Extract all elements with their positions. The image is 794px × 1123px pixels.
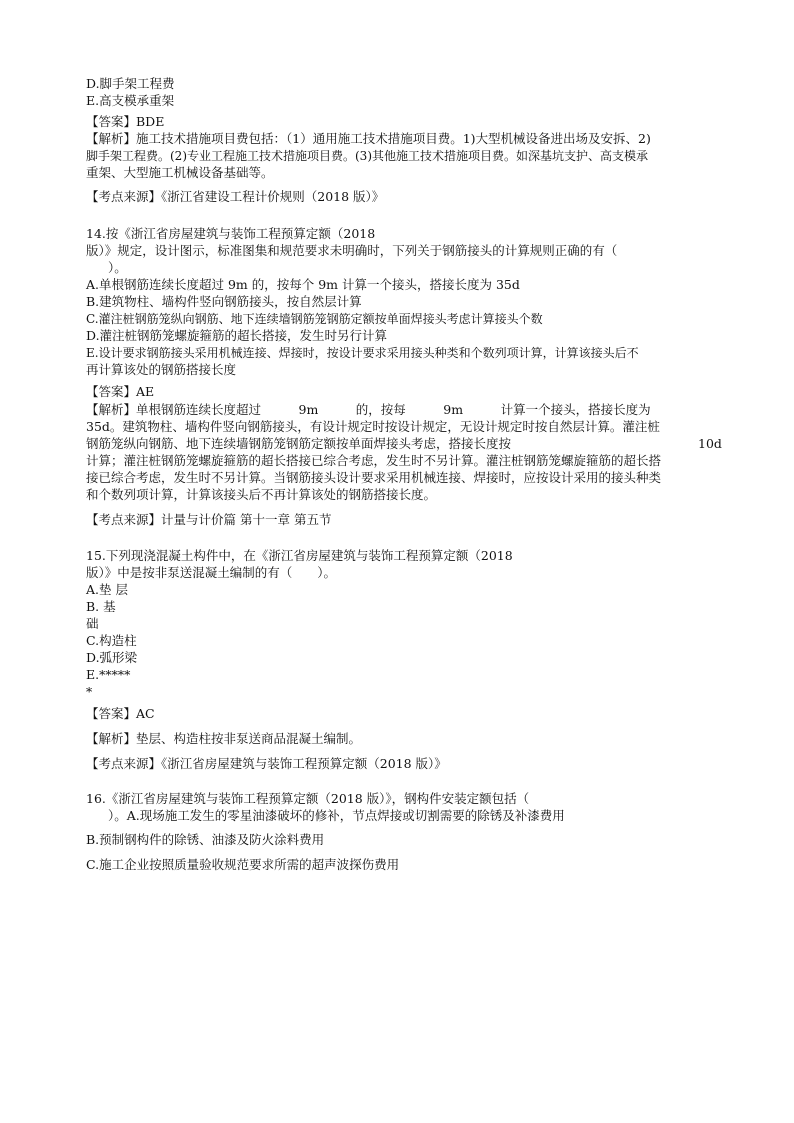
- q15-option-c: C.构造柱: [86, 633, 137, 648]
- q16-stem-line-1: 16.《浙江省房屋建筑与装饰工程预算定额（2018 版）》，钢构件安装定额包括（: [86, 791, 530, 806]
- q14-stem-line-3: ）。: [108, 260, 127, 275]
- q15-stem-line-2: 版）》中是按非泵送混凝土编制的有（ ）。: [86, 565, 337, 580]
- q15-option-d: D.弧形梁: [86, 650, 138, 665]
- q14-explanation-line-3: 钢筋笼纵向钢筋、地下连续墙钢筋笼钢筋定额按单面焊接头考虑，搭接长度按: [86, 436, 512, 451]
- q14-source: 【考点来源】计量与计价篇 第十一章 第五节: [86, 512, 332, 527]
- q15-option-e-line-2: *: [86, 684, 93, 699]
- q14-option-d: D.灌注桩钢筋笼螺旋箍筋的超长搭接，发生时另行计算: [86, 328, 388, 343]
- q14-explanation-line-3-value: 10d: [698, 436, 722, 451]
- q14-option-c: C.灌注桩钢筋笼纵向钢筋、地下连续墙钢筋笼钢筋定额按单面焊接头考虑计算接头个数: [86, 312, 543, 326]
- q13-explanation-line-2: 脚手架工程费。(2)专业工程施工技术措施项目费。(3)其他施工技术措施项目费。如深基坑支护、高支模承: [86, 149, 649, 163]
- q16-option-c: C.施工企业按照质量验收规范要求所需的超声波探伤费用: [86, 857, 400, 872]
- q14-explanation-line-5: 接已综合考虑，发生时不另计算。当钢筋接头设计要求采用机械连接、焊接时，应按设计采用的接头种类: [86, 470, 662, 485]
- q13-explanation-line-3: 重架、大型施工机械设备基础等。: [86, 165, 274, 180]
- q15-source: 【考点来源】《浙江省房屋建筑与装饰工程预算定额（2018 版）》: [86, 756, 447, 771]
- q13-explanation-line-1: 【解析】施工技术措施项目费包括：（1）通用施工技术措施项目费。1)大型机械设备进出场及安拆、2): [86, 131, 651, 146]
- q14-stem-line-1: 14.按《浙江省房屋建筑与装饰工程预算定额（2018: [86, 226, 376, 241]
- q14-explanation-line-4: 计算；灌注桩钢筋笼螺旋箍筋的超长搭接已综合考虑，发生时不另计算。灌注桩钢筋笼螺旋箍筋的超长搭: [86, 453, 662, 468]
- q15-answer: 【答案】AC: [86, 706, 155, 721]
- q14-explanation-line-1: 【解析】单根钢筋连续长度超过 9m 的，按每 9m 计算一个接头，搭接长度为: [86, 402, 651, 417]
- q14-option-e-line-2: 再计算该处的钢筋搭接长度: [86, 362, 237, 377]
- q15-explanation: 【解析】垫层、构造柱按非泵送商品混凝土编制。: [86, 731, 362, 746]
- q13-source: 【考点来源】《浙江省建设工程计价规则（2018 版）》: [86, 189, 385, 204]
- q14-explanation-line-6: 和个数列项计算，计算该接头后不再计算该处的钢筋搭接长度。: [86, 487, 437, 502]
- q16-option-b: B.预制钢构件的除锈、油漆及防火涂料费用: [86, 832, 325, 847]
- q16-stem-line-2: ）。A.现场施工发生的零星油漆破坏的修补，节点焊接或切割需要的除锈及补漆费用: [108, 808, 565, 823]
- q14-stem-line-2: 版）》规定，设计图示，标准图集和规范要求未明确时，下列关于钢筋接头的计算规则正确的有（: [86, 243, 618, 258]
- q13-answer: 【答案】BDE: [86, 114, 165, 129]
- q14-option-b: B.建筑物柱、墙构件竖向钢筋接头，按自然层计算: [86, 294, 362, 309]
- q13-option-d: D.脚手架工程费: [86, 76, 175, 91]
- q13-option-e: E.高支模承重架: [86, 93, 175, 108]
- q14-option-a: A.单根钢筋连续长度超过 9m 的，按每个 9m 计算一个接头，搭接长度为 35d: [86, 277, 520, 292]
- q14-answer: 【答案】AE: [86, 384, 155, 399]
- q15-stem-line-1: 15.下列现浇混凝土构件中，在《浙江省房屋建筑与装饰工程预算定额（2018: [86, 548, 513, 563]
- q15-option-b-line-1: B. 基: [86, 599, 116, 614]
- q15-option-a: A.垫 层: [86, 582, 128, 597]
- q14-explanation-line-2: 35d。建筑物柱、墙构件竖向钢筋接头，有设计规定时按设计规定，无设计规定时按自然层计算。灌注桩: [86, 419, 660, 434]
- q15-option-e-line-1: E.*****: [86, 667, 131, 682]
- q15-option-b-line-2: 础: [86, 616, 99, 631]
- q14-option-e-line-1: E.设计要求钢筋接头采用机械连接、焊接时，按设计要求采用接头种类和个数列项计算，计算该接头后不: [86, 346, 639, 360]
